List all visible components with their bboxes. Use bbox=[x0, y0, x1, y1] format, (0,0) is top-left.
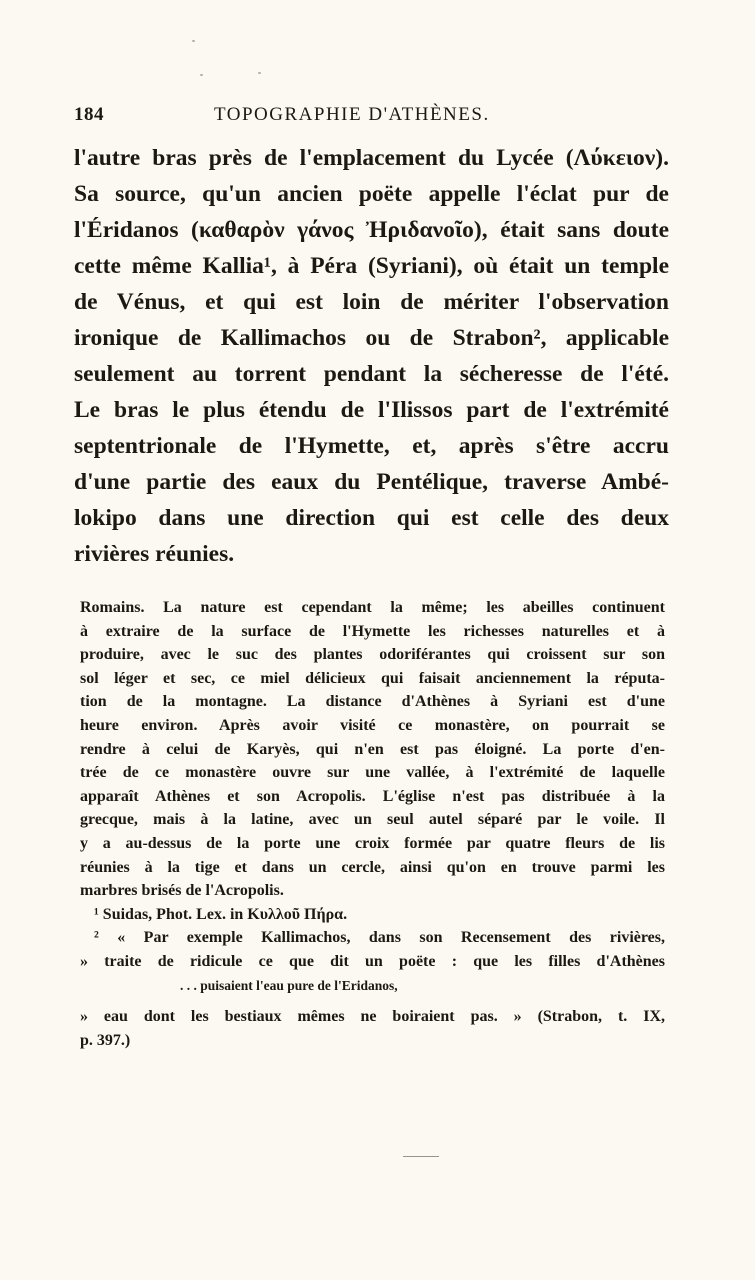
footnote-2-quote: . . . puisaient l'eau pure de l'Eridanos, bbox=[180, 977, 398, 993]
text-line: l'autre bras près de l'emplacement du Lycée (Λύκειον). bbox=[74, 145, 669, 171]
note-line: rendre à celui de Karyès, qui n'en est pas éloigné. La porte d'en- bbox=[80, 740, 665, 758]
footnote-2-line: ² « Par exemple Kallimachos, dans son Recensement des rivières, bbox=[94, 929, 665, 947]
text-line: d'une partie des eaux du Pentélique, traverse Ambé- bbox=[74, 469, 669, 495]
running-title: TOPOGRAPHIE D'ATHÈNES. bbox=[214, 104, 490, 125]
note-line: sol léger et sec, ce miel délicieux qui faisait anciennement la réputa- bbox=[80, 669, 665, 687]
text-line: Sa source, qu'un ancien poëte appelle l'éclat pur de bbox=[74, 181, 669, 207]
footnote-2-line: » traite de ridicule ce que dit un poëte : que les filles d'Athènes bbox=[80, 952, 665, 970]
page-header bbox=[74, 104, 674, 134]
text-line: seulement au torrent pendant la sécheresse de l'été. bbox=[74, 361, 669, 387]
note-line: apparaît Athènes et son Acropolis. L'église n'est pas distribuée à la bbox=[80, 787, 665, 805]
page-number: 184 bbox=[74, 104, 104, 125]
text-line: Le bras le plus étendu de l'Ilissos part de l'extrémité bbox=[74, 397, 669, 423]
paper-speck bbox=[192, 40, 195, 42]
text-line: de Vénus, et qui est loin de mériter l'observation bbox=[74, 289, 669, 315]
paper-speck bbox=[258, 72, 261, 74]
text-line: ironique de Kallimachos ou de Strabon², applicable bbox=[74, 325, 669, 351]
note-line: réunies à la tige et dans un cercle, ainsi qu'on en trouve parmi les bbox=[80, 858, 665, 876]
paper-speck bbox=[200, 74, 203, 76]
text-line: lokipo dans une direction qui est celle des deux bbox=[74, 505, 669, 531]
bottom-rule bbox=[403, 1156, 439, 1157]
note-line: y a au-dessus de la porte une croix formée par quatre fleurs de lis bbox=[80, 834, 665, 852]
footnotes bbox=[80, 596, 665, 1052]
main-text bbox=[74, 140, 669, 572]
note-line: produire, avec le suc des plantes odoriférantes qui croissent sur son bbox=[80, 646, 665, 664]
note-line: à extraire de la surface de l'Hymette les richesses naturelles et à bbox=[80, 622, 665, 640]
note-line: trée de ce monastère ouvre sur une vallée, à l'extrémité de laquelle bbox=[80, 764, 665, 782]
note-line: tion de la montagne. La distance d'Athènes à Syriani est d'une bbox=[80, 693, 665, 711]
note-line: Romains. La nature est cependant la même; les abeilles continuent bbox=[80, 599, 665, 616]
text-line: septentrionale de l'Hymette, et, après s'être accru bbox=[74, 433, 669, 459]
note-line: grecque, mais à la latine, avec un seul autel séparé par le voile. Il bbox=[80, 811, 665, 829]
note-line: heure environ. Après avoir visité ce monastère, on pourrait se bbox=[80, 716, 665, 734]
text-line: rivières réunies. bbox=[74, 541, 235, 567]
footnote-2-line: p. 397.) bbox=[80, 1031, 131, 1049]
footnote-1: ¹ Suidas, Phot. Lex. in Κυλλοῦ Πήρα. bbox=[94, 905, 348, 923]
note-line: marbres brisés de l'Acropolis. bbox=[80, 882, 284, 900]
text-line: l'Éridanos (καθαρὸν γάνος Ἠριδανοῖο), était sans doute bbox=[74, 217, 669, 243]
footnote-2-line: » eau dont les bestiaux mêmes ne boiraient pas. » (Strabon, t. IX, bbox=[80, 1008, 665, 1026]
text-line: cette même Kallia¹, à Péra (Syriani), où était un temple bbox=[74, 253, 669, 279]
